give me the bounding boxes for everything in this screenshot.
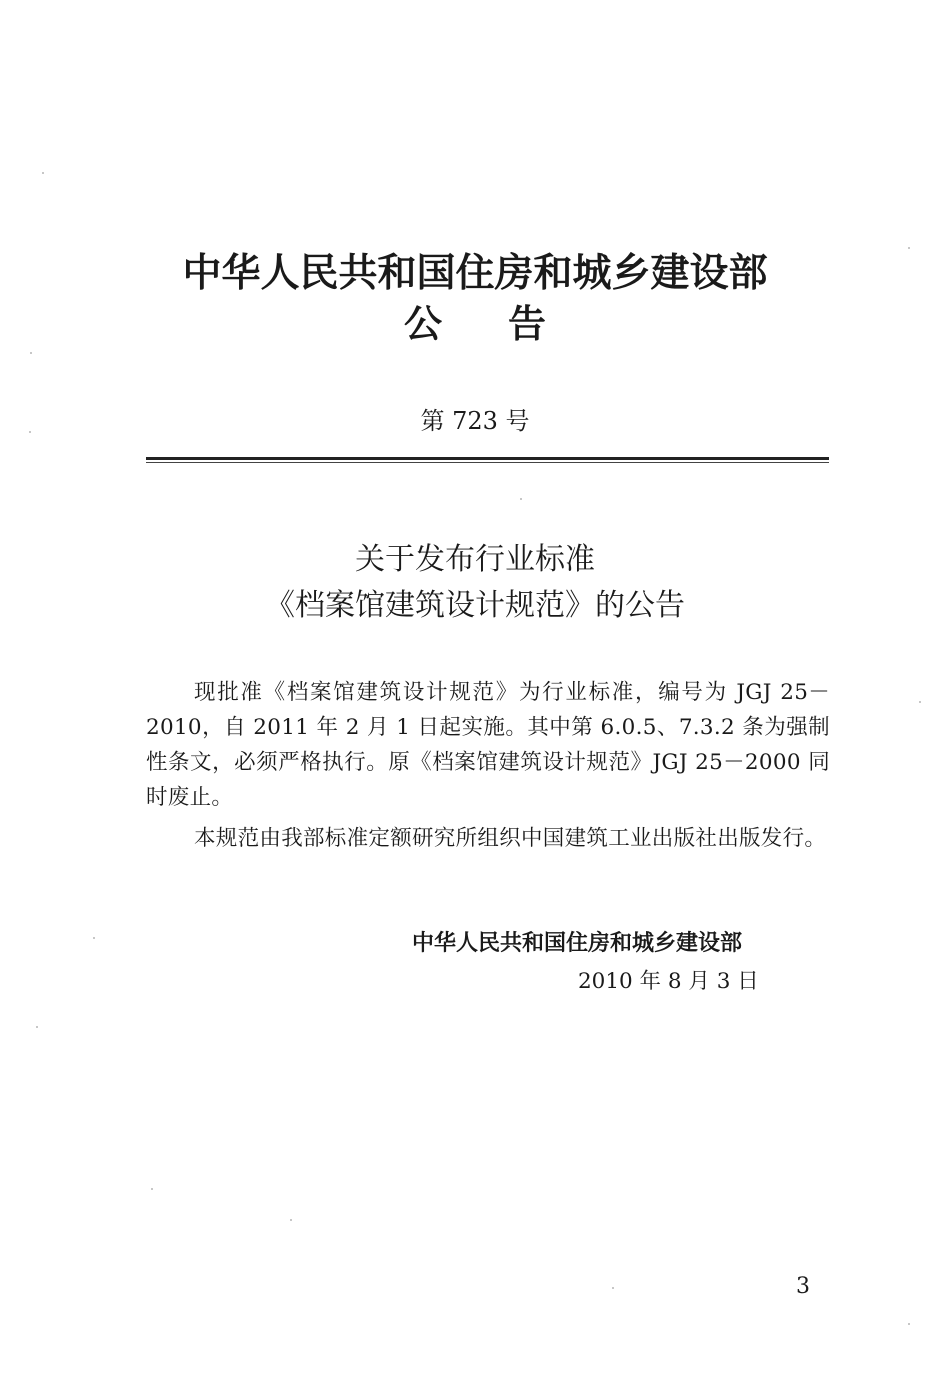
scan-speck [36, 1026, 38, 1028]
page-number: 3 [796, 1274, 810, 1299]
announcement-char-gong: 公 [403, 302, 442, 346]
scan-speck [612, 1287, 614, 1289]
scan-speck [93, 937, 95, 939]
scan-speck [151, 1188, 153, 1190]
body-paragraph-approval: 现批准《档案馆建筑设计规范》为行业标准，编号为 JGJ 25－2010，自 2011 年 2 月 1 日起实施。其中第 6.0.5、7.3.2 条为强制性条文，必须严格执行。原《档案馆建筑设计规范》JGJ 25－2000 同时废止。 [146, 680, 830, 810]
scan-speck [29, 431, 31, 433]
scan-speck [919, 701, 921, 703]
signature-issuer: 中华人民共和国住房和城乡建设部 [412, 931, 743, 956]
scan-speck [908, 247, 910, 249]
announcement-char-gao: 告 [508, 302, 547, 346]
body-paragraph-publication: 本规范由我部标准定额研究所组织中国建筑工业出版社出版发行。 [194, 826, 827, 851]
divider-line-thick [146, 457, 829, 460]
scan-speck [30, 352, 32, 354]
scan-speck [42, 172, 44, 174]
announcement-heading [0, 300, 950, 348]
subject-line-1: 关于发布行业标准 [355, 542, 595, 577]
divider-line-thin [146, 462, 829, 463]
scan-speck [520, 498, 522, 500]
ministry-title: 中华人民共和国住房和城乡建设部 [182, 251, 768, 296]
issue-number: 第 723 号 [420, 407, 530, 435]
subject-line-2: 《档案馆建筑设计规范》的公告 [265, 588, 685, 623]
signature-date: 2010 年 8 月 3 日 [578, 969, 759, 994]
scan-speck [908, 1323, 910, 1325]
scan-speck [290, 1219, 292, 1221]
